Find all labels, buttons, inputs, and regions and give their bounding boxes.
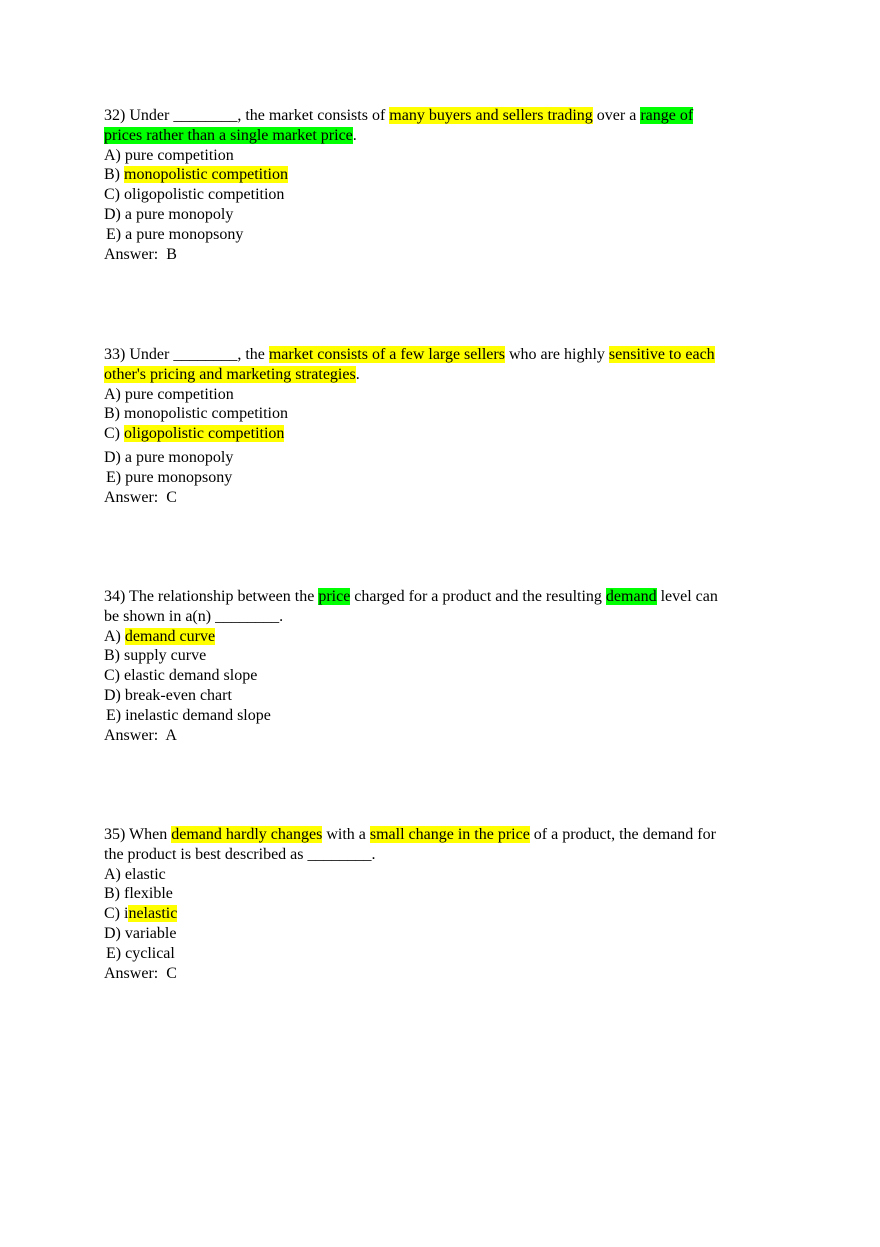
option-letter: B) [104, 647, 120, 665]
option-letter: D) [104, 205, 121, 223]
stem-text: 35) When [104, 826, 172, 843]
answer-label: Answer: C [104, 488, 177, 506]
stem-text: level can [656, 588, 718, 605]
option-text: elastic demand slope [124, 667, 258, 685]
option-letter: C) [104, 425, 120, 443]
option-c [104, 424, 774, 444]
option-text: monopolistic competition [124, 405, 288, 423]
stem-line [104, 607, 774, 627]
option-e [104, 468, 774, 488]
option-d [104, 924, 774, 944]
stem-text: 33) Under ________, the [104, 346, 269, 363]
option-text: a pure monopsony [125, 225, 244, 243]
option-text: cyclical [125, 944, 175, 962]
option-a [104, 627, 774, 647]
stem-text: of a product, the demand for [529, 826, 716, 843]
option-letter: B) [104, 405, 120, 423]
option-letter: D) [104, 448, 121, 466]
highlight-green: demand [605, 588, 657, 605]
option-letter: C) [104, 905, 120, 923]
question-32 [104, 106, 774, 264]
question-35-stem [104, 825, 774, 865]
stem-text: charged for a product and the resulting [350, 588, 606, 605]
option-letter: A) [104, 385, 121, 403]
option-a [104, 865, 774, 885]
highlight-yellow: many buyers and sellers trading [389, 107, 593, 124]
stem-line [104, 345, 774, 365]
option-letter: D) [104, 924, 121, 942]
option-a [104, 385, 774, 405]
option-text: inelastic demand slope [125, 706, 271, 724]
option-letter: E) [106, 706, 122, 724]
option-text: oligopolistic competition [124, 186, 285, 204]
option-a [104, 146, 774, 166]
highlight-yellow: market consists of a few large sellers [268, 346, 505, 363]
option-text-highlighted: monopolistic competition [124, 166, 288, 184]
question-34 [104, 587, 774, 745]
stem-text: the product is best described as ________. [104, 845, 376, 863]
option-letter: D) [104, 686, 121, 704]
option-e [104, 225, 774, 245]
highlight-green: range of [640, 107, 694, 124]
stem-text: 34) The relationship between the [104, 588, 319, 605]
highlight-green: price [318, 588, 351, 605]
stem-line [104, 845, 774, 865]
option-text: i [124, 905, 129, 923]
option-text: supply curve [124, 647, 207, 665]
question-33-stem [104, 345, 774, 385]
option-letter: C) [104, 186, 120, 204]
option-letter: B) [104, 885, 120, 903]
option-letter: E) [106, 225, 122, 243]
option-letter: E) [106, 468, 122, 486]
option-text: variable [124, 924, 177, 942]
option-letter: A) [104, 865, 121, 883]
question-35 [104, 825, 774, 983]
question-33 [104, 345, 774, 507]
option-b [104, 165, 774, 185]
stem-text: with a [322, 826, 370, 843]
stem-text: . [352, 126, 357, 144]
option-c [104, 666, 774, 686]
option-c [104, 185, 774, 205]
highlight-yellow: sensitive to each [608, 346, 715, 363]
option-e [104, 944, 774, 964]
option-text: a pure monopoly [124, 448, 234, 466]
stem-line [104, 365, 774, 385]
option-text-highlighted: oligopolistic competition [124, 425, 285, 443]
option-b [104, 884, 774, 904]
stem-text: who are highly [504, 346, 609, 363]
option-letter: B) [104, 166, 120, 184]
stem-line [104, 106, 774, 126]
option-letter: A) [104, 627, 121, 645]
highlight-yellow: other's pricing and marketing strategies [104, 365, 356, 383]
option-text: a pure monopoly [124, 205, 234, 223]
option-text-highlighted: nelastic [128, 905, 178, 923]
option-letter: E) [106, 944, 122, 962]
option-b [104, 404, 774, 424]
answer-label: Answer: B [104, 245, 177, 263]
stem-line [104, 126, 774, 146]
highlight-green: prices rather than a single market price [104, 126, 353, 144]
option-d [104, 448, 774, 468]
stem-text: 32) Under ________, the market consists of [104, 107, 390, 124]
highlight-yellow: demand hardly changes [171, 826, 323, 843]
option-text: pure competition [124, 385, 234, 403]
stem-text: be shown in a(n) ________. [104, 607, 284, 625]
option-text: pure competition [124, 146, 234, 164]
option-text: flexible [124, 885, 173, 903]
stem-line [104, 587, 774, 607]
option-d [104, 205, 774, 225]
option-b [104, 646, 774, 666]
option-text-highlighted: demand curve [124, 627, 216, 645]
highlight-yellow: small change in the price [369, 826, 530, 843]
stem-line [104, 825, 774, 845]
answer-label: Answer: A [104, 726, 177, 744]
option-text: elastic [124, 865, 166, 883]
question-32-stem [104, 106, 774, 146]
answer-label: Answer: C [104, 964, 177, 982]
question-34-stem [104, 587, 774, 627]
stem-text: over a [592, 107, 641, 124]
option-letter: C) [104, 667, 120, 685]
option-d [104, 686, 774, 706]
stem-text: . [355, 365, 360, 383]
option-e [104, 706, 774, 726]
option-letter: A) [104, 146, 121, 164]
option-text: break-even chart [124, 686, 232, 704]
option-c [104, 904, 774, 924]
option-text: pure monopsony [125, 468, 233, 486]
